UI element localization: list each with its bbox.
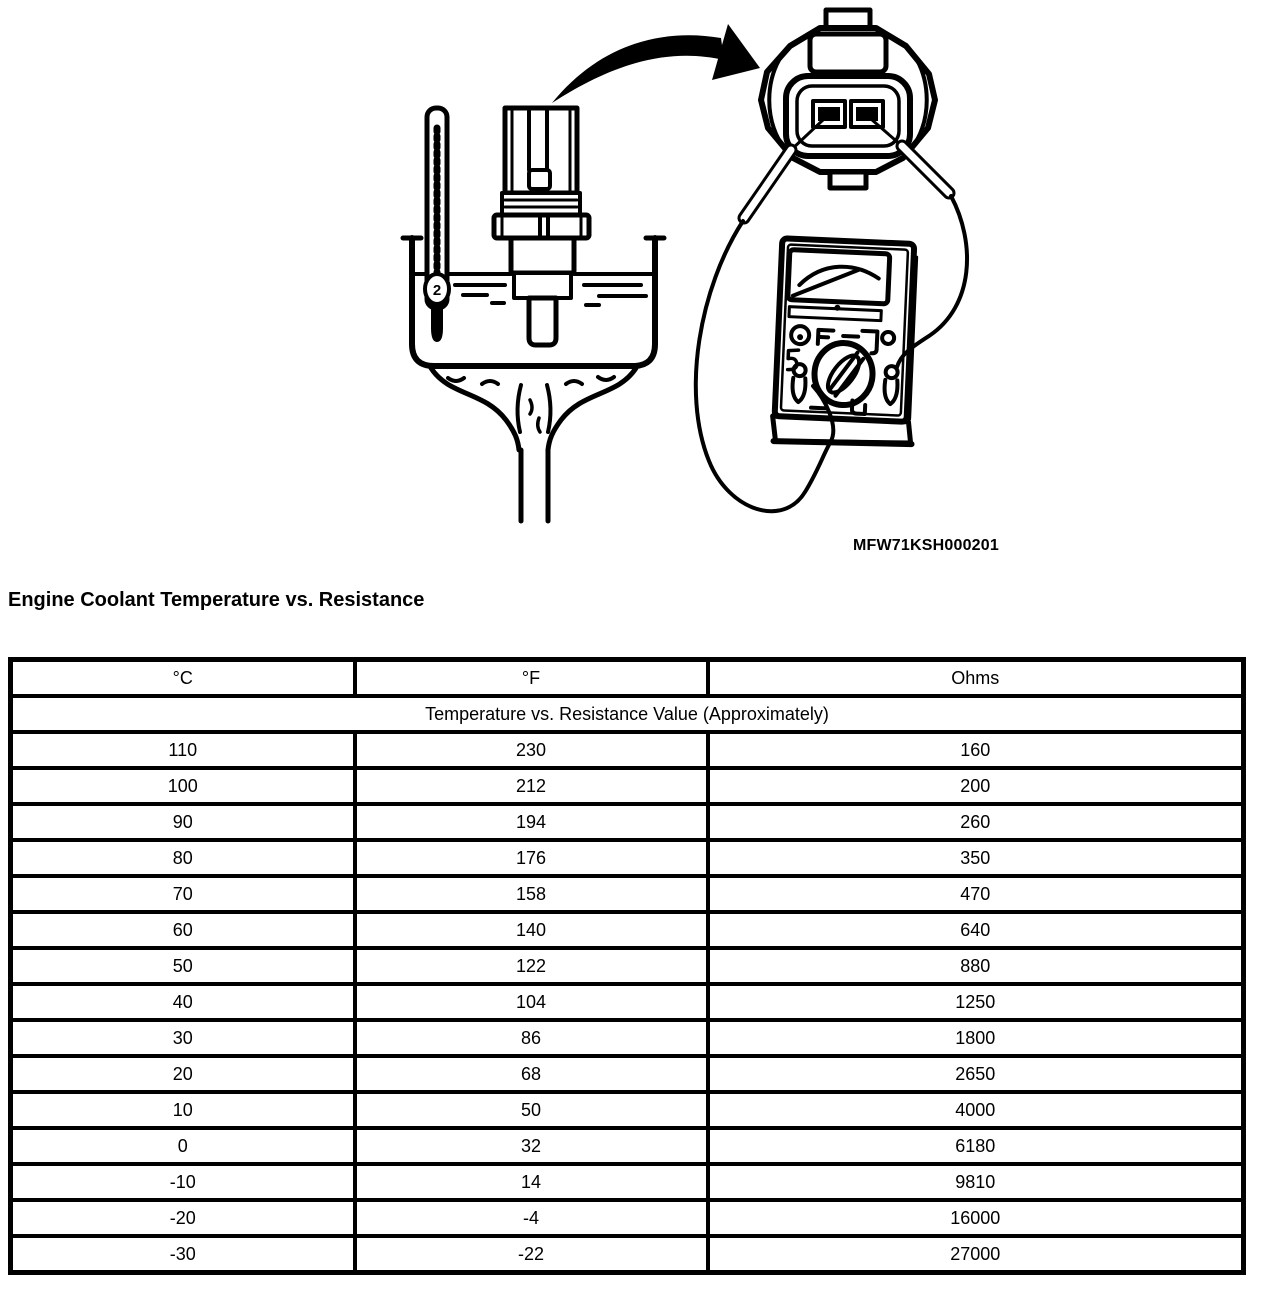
section-heading: Engine Coolant Temperature vs. Resistance <box>8 589 425 611</box>
multimeter-icon <box>772 238 921 447</box>
table-cell: 70 <box>11 876 355 912</box>
table-cell: 100 <box>11 768 355 804</box>
table-cell: -10 <box>11 1164 355 1200</box>
table-cell: 160 <box>708 732 1244 768</box>
table-cell: 140 <box>355 912 708 948</box>
table-row <box>11 1020 1244 1056</box>
table-row <box>11 912 1244 948</box>
table-cell: 68 <box>355 1056 708 1092</box>
sensor-test-illustration <box>0 0 1264 570</box>
column-header: °F <box>355 660 708 697</box>
table-row <box>11 768 1244 804</box>
table-row <box>11 1092 1244 1128</box>
table-cell: 194 <box>355 804 708 840</box>
table-cell: 176 <box>355 840 708 876</box>
funnel-icon <box>431 368 636 521</box>
table-cell: 2650 <box>708 1056 1244 1092</box>
table-cell: 14 <box>355 1164 708 1200</box>
coolant-sensor-icon <box>494 108 589 345</box>
multimeter-display <box>788 250 890 304</box>
table-cell: 1800 <box>708 1020 1244 1056</box>
column-header: °C <box>11 660 355 697</box>
table-cell: 1250 <box>708 984 1244 1020</box>
table-cell: 20 <box>11 1056 355 1092</box>
table-cell: -30 <box>11 1236 355 1273</box>
table-cell: 350 <box>708 840 1244 876</box>
table-cell: 10 <box>11 1092 355 1128</box>
temperature-resistance-table <box>8 657 1246 1275</box>
table-cell: 86 <box>355 1020 708 1056</box>
figure-code: MFW71KSH000201 <box>853 537 999 554</box>
table-subheader-row <box>11 696 1244 732</box>
table-header-row <box>11 660 1244 697</box>
terminal-slot <box>818 107 840 121</box>
table-row <box>11 1056 1244 1092</box>
table-cell: 640 <box>708 912 1244 948</box>
table-cell: 32 <box>355 1128 708 1164</box>
table-cell: 200 <box>708 768 1244 804</box>
table-cell: 122 <box>355 948 708 984</box>
table-row <box>11 804 1244 840</box>
table-body <box>11 660 1244 1273</box>
thermometer-icon <box>425 108 449 342</box>
table-row <box>11 876 1244 912</box>
table-cell: 230 <box>355 732 708 768</box>
table-row <box>11 984 1244 1020</box>
table-cell: 212 <box>355 768 708 804</box>
table-subheader: Temperature vs. Resistance Value (Approximately) <box>11 696 1244 732</box>
table-cell: 90 <box>11 804 355 840</box>
thermometer-callout: 2 <box>432 282 442 299</box>
table-cell: 470 <box>708 876 1244 912</box>
table-cell: 6180 <box>708 1128 1244 1164</box>
table-row <box>11 1164 1244 1200</box>
table-cell: 40 <box>11 984 355 1020</box>
table-cell: 0 <box>11 1128 355 1164</box>
table-cell: 104 <box>355 984 708 1020</box>
table-cell: 60 <box>11 912 355 948</box>
table-row <box>11 948 1244 984</box>
table-cell: 50 <box>355 1092 708 1128</box>
column-header: Ohms <box>708 660 1244 697</box>
magnify-arrow-icon <box>552 24 760 103</box>
table-cell: 27000 <box>708 1236 1244 1273</box>
table-cell: -22 <box>355 1236 708 1273</box>
table-cell: -4 <box>355 1200 708 1236</box>
table-row <box>11 840 1244 876</box>
table-cell: 4000 <box>708 1092 1244 1128</box>
table-row <box>11 1236 1244 1273</box>
table-cell: -20 <box>11 1200 355 1236</box>
table-cell: 260 <box>708 804 1244 840</box>
table-cell: 158 <box>355 876 708 912</box>
table-cell: 30 <box>11 1020 355 1056</box>
table-cell: 80 <box>11 840 355 876</box>
terminal-slot <box>856 107 878 121</box>
table-cell: 110 <box>11 732 355 768</box>
table-cell: 9810 <box>708 1164 1244 1200</box>
table-cell: 16000 <box>708 1200 1244 1236</box>
table-cell: 50 <box>11 948 355 984</box>
table-row <box>11 1200 1244 1236</box>
table-cell: 880 <box>708 948 1244 984</box>
table-row <box>11 732 1244 768</box>
table-row <box>11 1128 1244 1164</box>
